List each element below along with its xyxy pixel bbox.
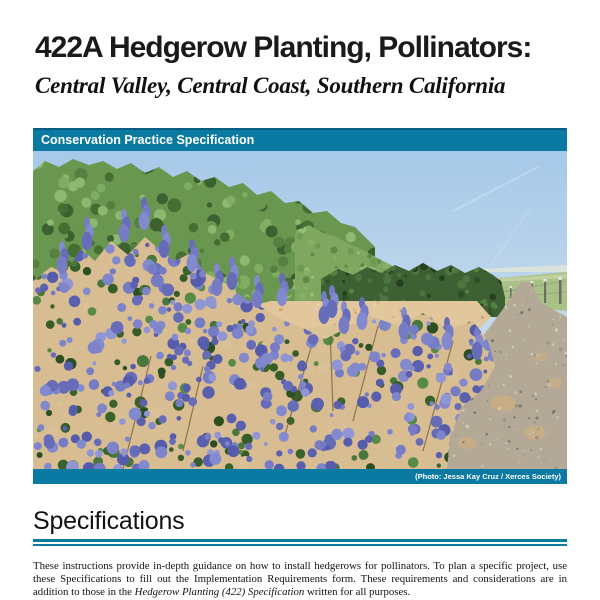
section-heading: Specifications xyxy=(33,507,185,535)
paragraph-text: These instructions provide in-depth guidance on how to install hedgerows for pollinators. To plan a specific project, use these Specifications to fill out the Implementation Requirements form. These requirements and considerations are in addition to those in the xyxy=(33,559,567,598)
hedgerow-photo-image xyxy=(33,151,567,469)
banner-label: Conservation Practice Specification xyxy=(41,133,255,147)
page-title: 422A Hedgerow Planting, Pollinators: xyxy=(35,31,532,64)
body-paragraph xyxy=(33,560,567,599)
paragraph-italic-reference: Hedgerow Planting (422) Specification xyxy=(134,585,305,598)
conservation-practice-banner xyxy=(33,128,567,151)
paragraph-text: written for all purposes. xyxy=(304,585,411,598)
page-subtitle: Central Valley, Central Coast, Southern California xyxy=(35,73,506,98)
hedgerow-photo xyxy=(33,151,567,484)
section-divider-thin xyxy=(33,544,567,546)
photo-credit: (Photo: Jessa Kay Cruz / Xerces Society) xyxy=(33,469,567,484)
section-divider-thick xyxy=(33,539,567,542)
